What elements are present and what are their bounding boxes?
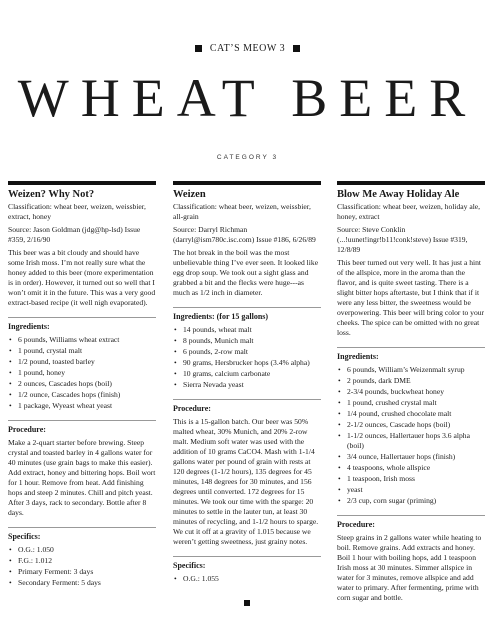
recipe-column-1 <box>8 181 156 590</box>
list-item: • Sierra Nevada yeast <box>173 380 321 390</box>
list-item: • 8 pounds, Munich malt <box>173 336 321 346</box>
recipe-intro: This beer turned out very well. It has just a hint of the allspice, more in the aroma than the flavor, and is quite sweet tasting. There is a slight bitter hops aftertaste, but I think that if it were any less bitter, the sweetness would be overpowering. This beer will bring color to your cheeks. The spice can be omitted with no great loss. <box>337 258 485 337</box>
list-item: • 1 pound, crystal malt <box>8 346 156 356</box>
list-item: • 14 pounds, wheat malt <box>173 325 321 335</box>
square-bullet-icon <box>293 45 300 52</box>
issue-label: CAT’S MEOW 3 <box>209 43 286 54</box>
recipe-classification: Classification: wheat beer, weizen, weissbier, extract, honey <box>8 202 146 221</box>
ingredients-list <box>337 365 485 506</box>
list-item: • F.G.: 1.012 <box>8 556 156 566</box>
column-rule <box>173 181 321 185</box>
page-title: WHEAT BEER <box>17 68 478 128</box>
ingredients-list <box>173 325 321 390</box>
recipe-intro: This beer was a bit cloudy and should have some Irish moss. I’m not really sure what the honey added to this beer (more experimentation is in order). However, it turned out so well that I won’t omit it in the future. This was a very good extract-based recipe (it well nigh evaporated). <box>8 248 156 307</box>
ingredients-list <box>8 335 156 411</box>
square-bullet-icon <box>195 45 202 52</box>
procedure-text: Make a 2-quart starter before brewing. Steep crystal and toasted barley in 4 gallons water for 40 minutes (use grain bags to make this easier). Add extract, honey and bittering hops. Boil wort for 1 hour. Remove from heat. Add finishing hops and steep 2 minutes. Chill and pitch yeast. After 3 days, rack to secondary. Bottle after 8 days. <box>8 438 156 517</box>
list-item: • 1-1/2 ounces, Hallertauer hops 3.6 alpha (boil) <box>337 431 485 451</box>
specifics-heading: Specifics: <box>8 527 156 542</box>
list-item: • 90 grams, Hersbrucker hops (3.4% alpha) <box>173 358 321 368</box>
column-rule <box>337 181 485 185</box>
list-item: • 2 pounds, dark DME <box>337 376 485 386</box>
ingredients-heading: Ingredients: <box>337 347 485 362</box>
list-item: • Primary Ferment: 3 days <box>8 567 156 577</box>
list-item: • 2 ounces, Cascades hops (boil) <box>8 379 156 389</box>
list-item: • 1 pound, crushed crystal malt <box>337 398 485 408</box>
list-item: • 1 pound, honey <box>8 368 156 378</box>
recipe-title: Weizen <box>173 189 206 200</box>
list-item: • Secondary Ferment: 5 days <box>8 578 156 588</box>
specifics-list <box>8 545 156 588</box>
list-item: • 2-3/4 pounds, buckwheat honey <box>337 387 485 397</box>
recipe-source: Source: Jason Goldman (jdg@hp-lsd) Issue #359, 2/16/90 <box>8 225 141 244</box>
list-item: • O.G.: 1.050 <box>8 545 156 555</box>
ingredients-heading: Ingredients: <box>8 317 156 332</box>
list-item: • 6 pounds, 2-row malt <box>173 347 321 357</box>
list-item: • 6 pounds, William’s Weizenmalt syrup <box>337 365 485 375</box>
list-item: • 6 pounds, Williams wheat extract <box>8 335 156 345</box>
list-item: • 2/3 cup, corn sugar (priming) <box>337 496 485 506</box>
page-footer-square-icon <box>244 600 250 606</box>
list-item: • 1/2 ounce, Cascades hops (finish) <box>8 390 156 400</box>
recipe-column-3 <box>337 181 485 606</box>
column-rule <box>8 181 156 185</box>
recipe-column-2 <box>173 181 321 586</box>
list-item: • 1/2 pound, toasted barley <box>8 357 156 367</box>
list-item: • O.G.: 1.055 <box>173 574 321 584</box>
recipe-classification: Classification: wheat beer, weizen, weissbier, all-grain <box>173 202 311 221</box>
list-item: • 3/4 ounce, Hallertauer hops (finish) <box>337 452 485 462</box>
recipe-intro: The hot break in the boil was the most unbelievable thing I’ve ever seen. It looked like egg drop soup. We took out a sight glass and grabbed a bit and the flecks were huge---as much as 1/2 inch in diameter. <box>173 248 319 297</box>
specifics-list <box>173 574 321 584</box>
procedure-heading: Procedure: <box>8 420 156 435</box>
procedure-text: This is a 15-gallon batch. Our beer was 50% malted wheat, 30% Munich, and 20% 2-row malt. Medium soft water was used with the addition of 10 grams CaCO4. Mash with 1-1/4 gallons water per pound of grain with rests at 120 degrees (1-1/2 hours), 135 degrees for 45 minutes, 148 degrees for 30 minutes, and 156 degrees until converted. 172 degrees for 15 minutes. We took our time with the sparge: 20 minutes to settle in the lauter tun, at least 30 minutes of recycling, and 1-1/2 hours to sparge. We cut it off at a gravity of 1.015 because we weren’t getting sweetness, just grainy notes. <box>173 417 319 546</box>
issue-header <box>0 43 495 54</box>
recipe-source: Source: Darryl Richman (darryl@ism780c.isc.com) Issue #186, 6/26/89 <box>173 225 316 244</box>
list-item: • 4 teaspoons, whole allspice <box>337 463 485 473</box>
list-item: • 1/4 pound, crushed chocolate malt <box>337 409 485 419</box>
procedure-heading: Procedure: <box>337 515 485 530</box>
list-item: • 2-1/2 ounces, Cascade hops (boil) <box>337 420 485 430</box>
recipe-title: Blow Me Away Holiday Ale <box>337 189 460 200</box>
list-item: • yeast <box>337 485 485 495</box>
recipe-source: Source: Steve Conklin (...!uunet!ingr!b11!conk!steve) Issue #319, 12/8/89 <box>337 225 468 254</box>
list-item: • 10 grams, calcium carbonate <box>173 369 321 379</box>
list-item: • 1 package, Wyeast wheat yeast <box>8 401 156 411</box>
list-item: • 1 teaspoon, Irish moss <box>337 474 485 484</box>
category-label: CATEGORY 3 <box>216 154 279 161</box>
ingredients-heading: Ingredients: (for 15 gallons) <box>173 307 321 322</box>
procedure-heading: Procedure: <box>173 399 321 414</box>
recipe-title: Weizen? Why Not? <box>8 189 95 200</box>
specifics-heading: Specifics: <box>173 556 321 571</box>
recipe-classification: Classification: wheat beer, weizen, holiday ale, honey, extract <box>337 202 481 221</box>
procedure-text: Steep grains in 2 gallons water while heating to boil. Remove grains. Add extracts and honey. Boil 1 hour with boiling hops, add 1 teaspoon Irish moss at 30 minutes. Simmer allspice in water for 3 minutes, remove allspice and add water to primary. After fermenting, prime with corn sugar and bottle. <box>337 533 482 602</box>
